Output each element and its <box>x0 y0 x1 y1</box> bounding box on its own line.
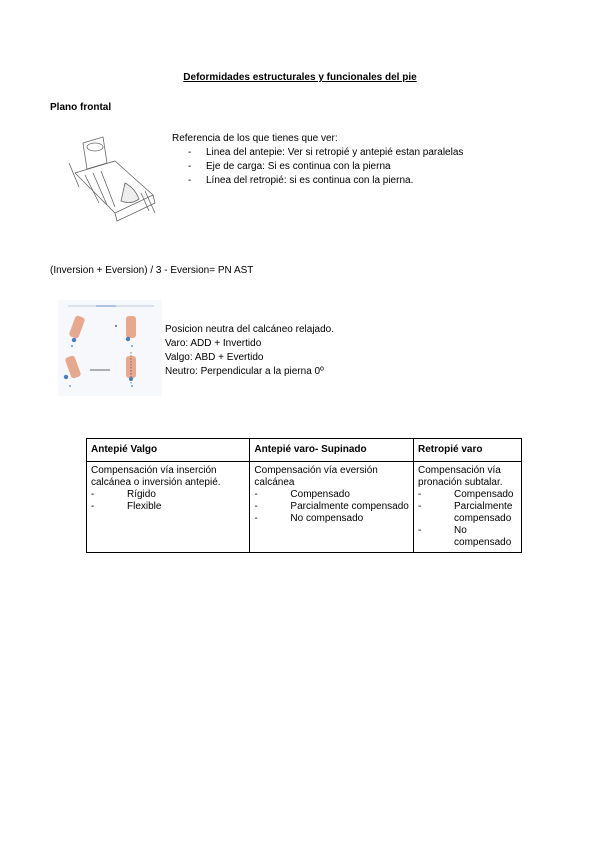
table-header-row <box>87 439 522 462</box>
list-item: - Eje de carga: Si es continua con la pierna <box>172 160 463 174</box>
list-item: - Flexible <box>91 501 162 512</box>
reference-list <box>172 146 463 188</box>
deformities-table <box>86 438 522 553</box>
list-item: - Rígido <box>91 489 156 500</box>
table-cell <box>414 462 522 553</box>
table-row <box>87 462 522 553</box>
calcaneus-position-diagram-image <box>58 300 162 396</box>
reference-intro: Referencia de los que tienes que ver: <box>172 133 338 144</box>
list-item: - Parcialmente compensado <box>418 501 513 524</box>
document-title: Deformidades estructurales y funcionales del pie <box>183 72 417 83</box>
table-header-cell: Antepié Valgo <box>87 439 250 462</box>
list-item: - Línea del retropié: si es continua con la pierna. <box>172 174 463 188</box>
table-header-cell: Antepié varo- Supinado <box>250 439 414 462</box>
table-header-cell: Retropié varo <box>414 439 522 462</box>
list-item: - Compensado <box>418 489 514 500</box>
table-cell <box>250 462 414 553</box>
table-cell <box>87 462 250 553</box>
list-item: - Parcialmente compensado <box>254 501 409 512</box>
reference-block <box>172 132 463 188</box>
list-item: - No compensado <box>418 525 512 548</box>
cell-text: Compensación vía inserción calcánea o inversión antepié. <box>91 465 221 488</box>
list-item: - Compensado <box>254 489 350 500</box>
list-item: - No compensado <box>254 513 364 524</box>
cell-text: Compensación vía pronación subtalar. <box>418 465 503 488</box>
neutral-line: Posicion neutra del calcáneo relajado. <box>165 324 334 335</box>
cell-text: Compensación vía eversión calcánea <box>254 465 378 488</box>
list-item: - Linea del antepie: Ver si retropié y antepié estan paralelas <box>172 146 463 160</box>
neutral-line: Varo: ADD + Invertido <box>165 338 262 349</box>
neutral-line: Neutro: Perpendicular a la pierna 0º <box>165 366 324 377</box>
foot-frontal-sketch-image <box>55 133 165 228</box>
neutral-line: Valgo: ABD + Evertido <box>165 352 264 363</box>
section-heading: Plano frontal <box>50 102 112 113</box>
formula-text: (Inversion + Eversion) / 3 - Eversion= PN AST <box>50 265 254 276</box>
neutral-position-block <box>165 323 334 379</box>
